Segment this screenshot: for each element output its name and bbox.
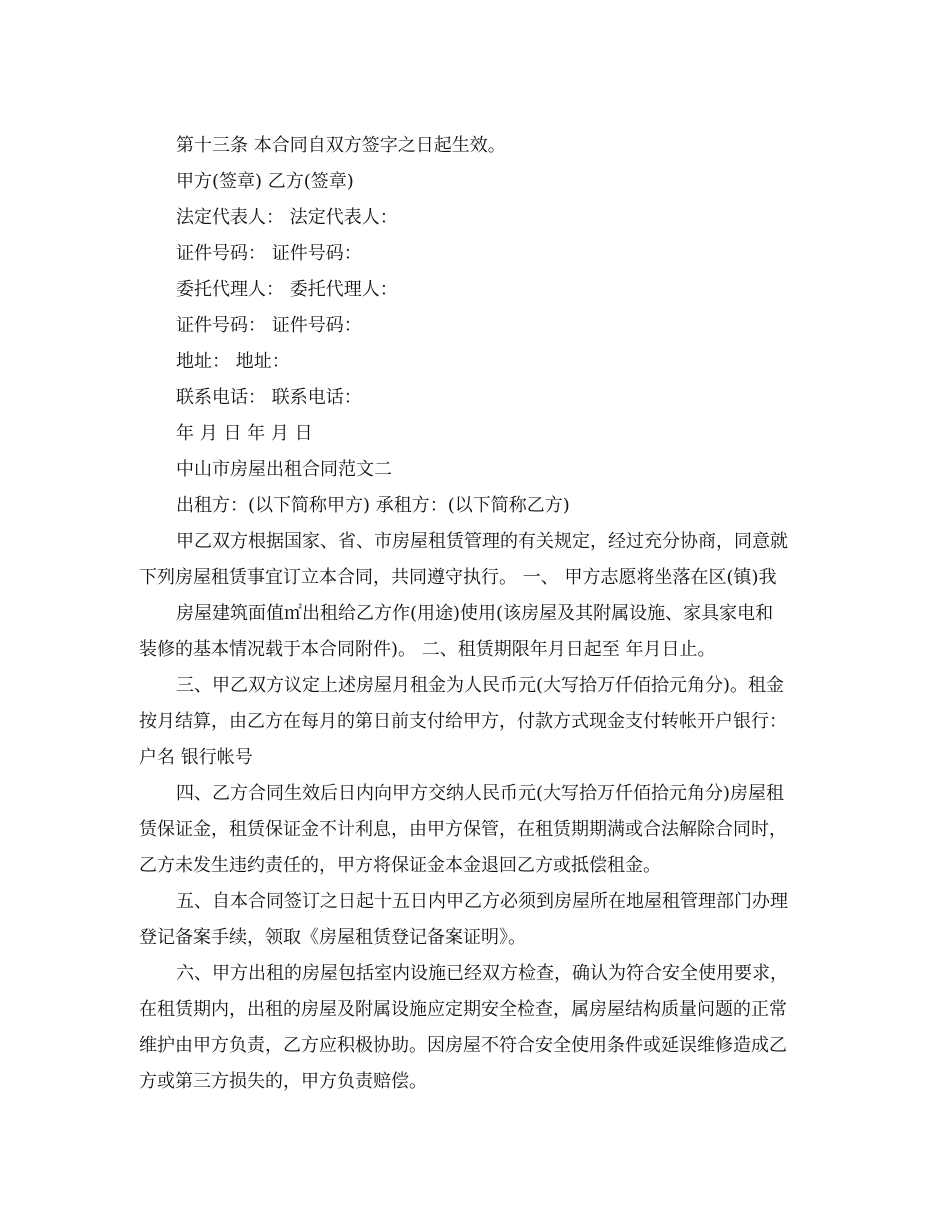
signature-line-date: 年 月 日 年 月 日 (176, 423, 313, 444)
paragraph-line: 六、甲方出租的房屋包括室内设施已经双方检查，确认为符合安全使用要求， (176, 963, 788, 984)
paragraph-line: 下列房屋租赁事宜订立本合同，共同遵守执行。 一、 甲方志愿将坐落在区(镇)我 (139, 567, 777, 588)
paragraph-line: 按月结算，由乙方在每月的第日前支付给甲方，付款方式现金支付转帐开户银行： (139, 711, 787, 732)
paragraph-line: 方或第三方损失的，甲方负责赔偿。 (139, 1071, 427, 1092)
paragraph-line: 四、乙方合同生效后日内向甲方交纳人民币元(大写拾万仟佰拾元角分)房屋租 (176, 783, 785, 804)
paragraph-line: 登记备案手续，领取《房屋租赁登记备案证明》。 (139, 927, 526, 948)
paragraph-line: 装修的基本情况载于本合同附件)。 二、租赁期限年月日起至 年月日止。 (139, 639, 716, 660)
paragraph-registration (139, 884, 815, 956)
paragraph-line: 赁保证金，租赁保证金不计利息，由甲方保管，在租赁期期满或合法解除合同时， (139, 819, 787, 840)
paragraph-line: 房屋建筑面值㎡出租给乙方作(用途)使用(该房屋及其附属设施、家具家电和 (176, 603, 774, 624)
signature-line-legal-rep: 法定代表人： 法定代表人： (176, 207, 398, 228)
signature-line-phone: 联系电话： 联系电话： (176, 387, 362, 408)
document-page (139, 128, 815, 1100)
signature-line-parties: 甲方(签章) 乙方(签章) (176, 171, 354, 192)
paragraph-line: 维护由甲方负责，乙方应积极协助。因房屋不符合安全使用条件或延误维修造成乙 (139, 1035, 787, 1056)
signature-line-address: 地址： 地址： (176, 351, 290, 372)
signature-line-agent: 委托代理人： 委托代理人： (176, 279, 398, 300)
paragraph-line: 五、自本合同签订之日起十五日内甲乙方必须到房屋所在地屋租管理部门办理 (176, 891, 788, 912)
signature-line-id-number: 证件号码： 证件号码： (176, 243, 362, 264)
signature-line-agent-id-number: 证件号码： 证件号码： (176, 315, 362, 336)
contract-title: 中山市房屋出租合同范文二 (176, 459, 392, 480)
clause-13: 第十三条 本合同自双方签字之日起生效。 (176, 135, 506, 156)
signature-block (139, 164, 815, 452)
paragraph-rent (139, 668, 815, 776)
paragraph-safety (139, 956, 815, 1100)
paragraph-line: 在租赁期内，出租的房屋及附属设施应定期安全检查，属房屋结构质量问题的正常 (139, 999, 787, 1020)
paragraph-line: 乙方未发生违约责任的，甲方将保证金本金退回乙方或抵偿租金。 (139, 855, 661, 876)
paragraph-premises (139, 596, 815, 668)
contract-parties: 出租方：(以下简称甲方) 承租方：(以下简称乙方) (176, 495, 570, 516)
paragraph-line: 三、甲乙双方议定上述房屋月租金为人民币元(大写拾万仟佰拾元角分)。租金 (176, 675, 785, 696)
paragraph-deposit (139, 776, 815, 884)
paragraph-line: 户名 银行帐号 (139, 747, 253, 768)
paragraph-line: 甲乙双方根据国家、省、市房屋租赁管理的有关规定，经过充分协商，同意就 (176, 531, 788, 552)
paragraph-agreement (139, 524, 815, 596)
